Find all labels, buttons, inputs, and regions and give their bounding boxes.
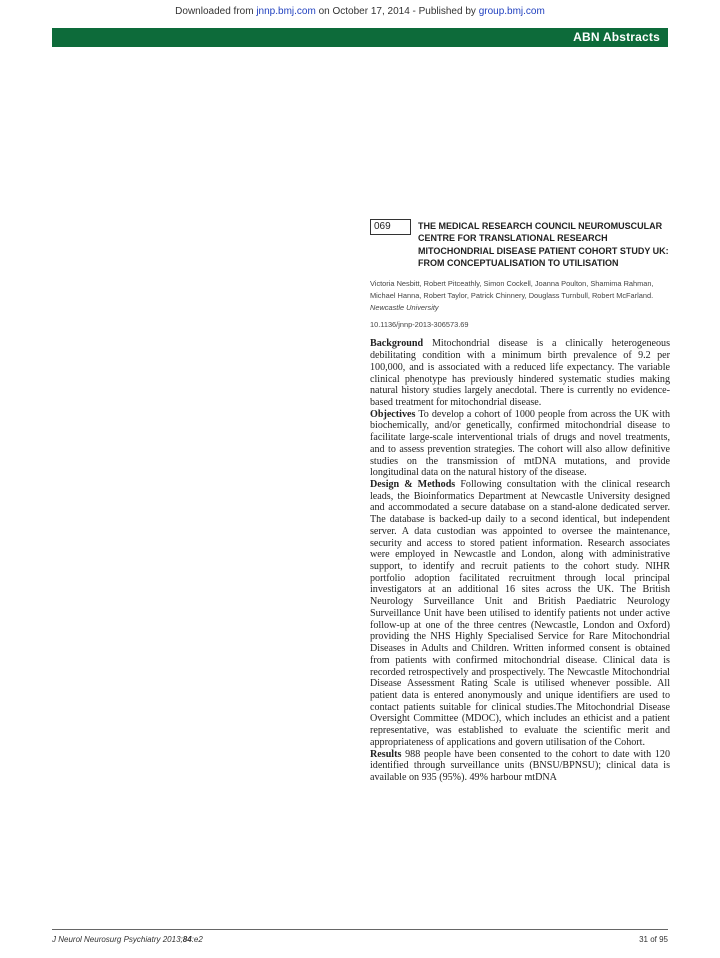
abstract-number: 069 xyxy=(370,219,411,235)
section-text: 988 people have been consented to the cohort to date with 120 identified through surveillance units (BNSU/BPNSU); clinical data is available on 935 (95%). 49% harbour mtDNA xyxy=(370,748,670,783)
journal-year: 2013; xyxy=(162,935,183,944)
section-text: Mitochondrial disease is a clinically heterogeneous debilitating condition with a minimum birth prevalence of 9.2 per 100,000, and is associated with a reduced life expectancy. The variable clinical phenotype has previously hindered systematic studies making natural history studies largely anecdotal. There is currently no evidence-based treatment for mitochondrial disease. xyxy=(370,338,670,408)
journal-issue: :e2 xyxy=(191,935,203,944)
affiliation: Newcastle University xyxy=(370,302,439,312)
section-objectives xyxy=(370,409,670,479)
section-text: Following consultation with the clinical research leads, the Bioinformatics Department at Newcastle University designed and accommodated a secure database on a stand-alone dedicated server. The database is backed-up daily to a second identical, but independent server. A data custodian was appointed to oversee the maintenance, security and access to stored patient information. Research associates were employed in Newcastle and London, along with administrative support, to identify and recruit patients to the cohort study. NIHR portfolio adoption facilitated recruitment through local principal investigators at an additional 16 sites across the UK. The British Neurology Surveillance Unit and British Paediatric Neurology Surveillance Unit have been utilised to identify patients not under active follow-up at one of the three centres (Newcastle, London and Oxford) providing the NHS Highly Specialised Service for Rare Mitochondrial Diseases in Adults and Children. Written informed consent is obtained from patients with confirmed mitochondrial disease. Clinical data is recorded retrospectively and prospectively. The Newcastle Mitochondrial Disease Assessment Rating Scale is utilised whenever possible. All patient data is entered anonymously and unique identifiers are used to contact patients suitable for clinical studies.The Mitochondrial Disease Oversight Committee (MDOC), which includes an ethicist and a patient representative, was established to evaluate the scientific merit and appropriateness of applications and govern utilisation of the Cohort. xyxy=(370,479,670,748)
section-label: Objectives xyxy=(370,408,416,420)
section-results xyxy=(370,749,670,784)
section-background xyxy=(370,338,670,408)
abstract xyxy=(370,218,670,784)
journal-site-link[interactable]: jnnp.bmj.com xyxy=(256,6,316,17)
section-label: Design & Methods xyxy=(370,479,456,491)
footer-rule xyxy=(52,929,668,930)
section-header-bar xyxy=(52,28,668,47)
page-number: 31 of 95 xyxy=(639,935,668,944)
journal-citation xyxy=(52,935,203,944)
abstract-header xyxy=(370,218,670,278)
abstract-title: THE MEDICAL RESEARCH COUNCIL NEUROMUSCULAR CENTRE FOR TRANSLATIONAL RESEARCH MITOCHONDRIAL DISEASE PATIENT COHORT STUDY UK: FROM CONCEPTUALISATION TO UTILISATION xyxy=(418,221,669,268)
download-prefix: Downloaded from xyxy=(175,6,257,17)
download-notice xyxy=(0,6,720,17)
author-list xyxy=(370,278,670,313)
journal-volume: 84 xyxy=(182,935,192,944)
doi: 10.1136/jnnp-2013-306573.69 xyxy=(370,320,469,330)
section-title: ABN Abstracts xyxy=(573,30,660,44)
section-label: Background xyxy=(370,338,424,350)
journal-name: J Neurol Neurosurg Psychiatry xyxy=(52,935,161,944)
group-site-link[interactable]: group.bmj.com xyxy=(478,6,545,17)
section-text: To develop a cohort of 1000 people from across the UK with biochemically, and/or genetically, confirmed mitochondrial disease to facilitate large-scale interventional trials of drugs and novel treatments, and to assess prevention strategies. The cohort will also allow definitive studies on the transmission of mtDNA mutations, and provide longitudinal data on the natural history of the disease. xyxy=(370,408,670,479)
section-label: Results xyxy=(370,748,402,760)
download-middle: on October 17, 2014 - Published by xyxy=(315,6,479,17)
section-design-methods xyxy=(370,479,670,749)
authors: Victoria Nesbitt, Robert Pitceathly, Simon Cockell, Joanna Poulton, Shamima Rahman, Michael Hanna, Robert Taylor, Patrick Chinnery, Douglass Turnbull, Robert McFarland. xyxy=(370,279,654,300)
abstract-body xyxy=(370,338,670,783)
